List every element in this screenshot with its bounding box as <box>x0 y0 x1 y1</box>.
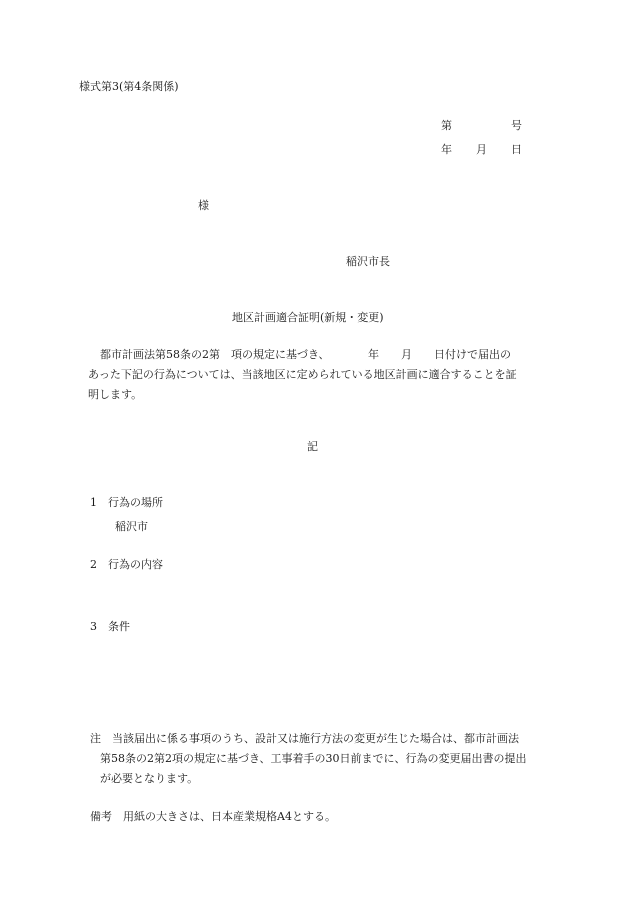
date-month: 月 <box>476 143 487 156</box>
issuer: 稲沢市長 <box>346 255 390 268</box>
note-text-1: 当該届出に係る事項のうち、設計又は施行方法の変更が生じた場合は、都市計画法 <box>112 732 519 745</box>
item-3 <box>90 620 130 634</box>
item-2-label: 行為の内容 <box>108 558 163 571</box>
ki-heading: 記 <box>307 440 318 453</box>
item-3-number: 3 <box>90 620 97 633</box>
note-label: 注 <box>90 732 101 745</box>
note-line-2: 第58条の2第2項の規定に基づき、工事着手の30日前までに、行為の変更届出書の提出 <box>100 752 527 765</box>
body-line-3: 明します。 <box>88 388 143 401</box>
item-1-value: 稲沢市 <box>115 520 148 533</box>
document-title: 地区計画適合証明(新規・変更) <box>232 311 384 324</box>
date-day: 日 <box>511 143 522 156</box>
remarks <box>90 810 336 824</box>
item-3-label: 条件 <box>108 620 130 633</box>
document-number-prefix: 第 <box>441 119 452 132</box>
body-line-2: あった下記の行為については、当該地区に定められている地区計画に適合することを証 <box>88 368 517 381</box>
item-2 <box>90 558 163 572</box>
form-number: 様式第3(第4条関係) <box>79 80 179 93</box>
body-line-1: 都市計画法第58条の2第 項の規定に基づき、 年 月 日付けで届出の <box>100 348 512 361</box>
item-1-label: 行為の場所 <box>108 496 163 509</box>
remarks-label: 備考 <box>90 810 112 823</box>
item-1 <box>90 496 163 510</box>
body-paragraph <box>88 345 553 405</box>
item-2-number: 2 <box>90 558 97 571</box>
item-1-number: 1 <box>90 496 97 509</box>
date-year: 年 <box>441 143 452 156</box>
document-number-suffix: 号 <box>511 119 522 132</box>
remarks-text: 用紙の大きさは、日本産業規格A4とする。 <box>123 810 336 823</box>
note-line-1 <box>90 729 550 749</box>
note-line-3: が必要となります。 <box>100 772 199 785</box>
note <box>90 729 550 789</box>
addressee: 様 <box>198 199 209 212</box>
